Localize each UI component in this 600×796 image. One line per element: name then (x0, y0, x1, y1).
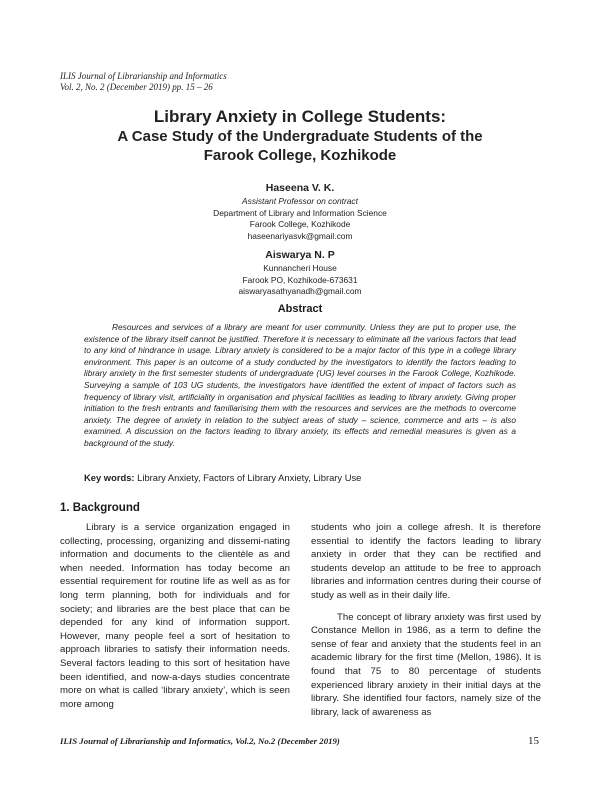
author1-email: haseenariyasvk@gmail.com (247, 230, 353, 241)
section-heading: 1. Background (60, 502, 140, 514)
right-column (311, 521, 541, 719)
paper-title-line3: Farook College, Kozhikode (203, 147, 397, 164)
author1-name: Haseena V. K. (265, 182, 335, 194)
footer-journal: ILIS Journal of Librarianship and Informatics, Vol.2, No.2 (December 2019) (60, 736, 340, 746)
keywords-label: Key words: (84, 472, 135, 483)
abstract-text: Resources and services of a library are meant for user community. Unless they are put to proper use, the existence of the library itself cannot be justified. Therefore it is necessary to eliminate all the various factors that lead to any kind of hindrance in usage. Library anxiety is considered to be a major factor of this type in a college library environment. This paper is an outcome of a study conducted by the investigators to identify the factors leading to library anxiety in the first semester students of undergraduate (UG) level courses in the Farook College, Kozhikode. Surveying a sample of 103 UG students, the investigators have identified the extent of impact of factors such as frequency of library visit, artificiality in organisation and physical facilities as leading to library anxiety. Giving proper initiation to the fresh entrants and familiarising them with the resources and services are the methods to overcome anxiety. The degree of anxiety in relation to the subject areas of study – science, commerce and arts – is also examined. A discussion on the factors leading to library anxiety, its effects and remedial measures is given as a background of the study. (84, 322, 516, 448)
author2-email: aiswaryasathyanadh@gmail.com (238, 286, 362, 297)
author2-addr1: Kunnancheri House (263, 263, 337, 273)
keywords-text: Library Anxiety, Factors of Library Anxiety, Library Use (134, 472, 362, 483)
abstract-heading: Abstract (277, 303, 323, 315)
right-paragraph-1: students who join a college afresh. It is therefore essential to identify the factors leading to library anxiety in order that they can be rectified and students develop an attitude to be free to approach libraries and information centres during their course of study as well as in their daily life. (311, 522, 541, 601)
keywords (84, 472, 361, 483)
paper-title (50, 106, 550, 165)
journal-header-line1: ILIS Journal of Librarianship and Informatics (60, 71, 227, 81)
left-column (60, 521, 290, 711)
author1-dept: Department of Library and Information Science (213, 207, 387, 218)
journal-header-line2: Vol. 2, No. 2 (December 2019) pp. 15 – 26 (60, 82, 213, 92)
author2-addr2: Farook PO, Kozhikode-673631 (242, 274, 358, 285)
author-block-1 (150, 181, 450, 242)
author-block-2 (150, 248, 450, 298)
paper-title-line1: Library Anxiety in College Students: (153, 107, 447, 126)
left-paragraph: Library is a service organization engaged in collecting, processing, organizing and dissemi-nating information and documents to the clientèle as and when needed. Information has today become an essential requirement for routine life as well as as for long term planning, both for individuals and for society; and libraries are the best place that can be depended for any kind of information support. However, many people feel a sort of hesitation to approach libraries to satisfy their information needs. Several factors leading to this sort of hesitation have been identified, and now-a-days studies concentrate more on what is called ‘library anxiety’, which is seen more among (60, 522, 290, 710)
page-number: 15 (528, 735, 539, 747)
right-paragraph-2: The concept of library anxiety was first used by Constance Mellon in 1986, as a term to define the sense of fear and anxiety that the students feel in an academic library for the first time (Mellon, 1986). It is found that 75 to 80 percentage of students experienced library anxiety in their initial days at the library. She identified four factors, namely size of the library, lack of awareness as (311, 611, 541, 718)
author1-inst: Farook College, Kozhikode (249, 219, 351, 230)
journal-header (60, 71, 227, 93)
author1-role: Assistant Professor on contract (242, 196, 358, 206)
paper-title-line2: A Case Study of the Undergraduate Students of the (117, 128, 483, 145)
author2-name: Aiswarya N. P (265, 249, 335, 261)
